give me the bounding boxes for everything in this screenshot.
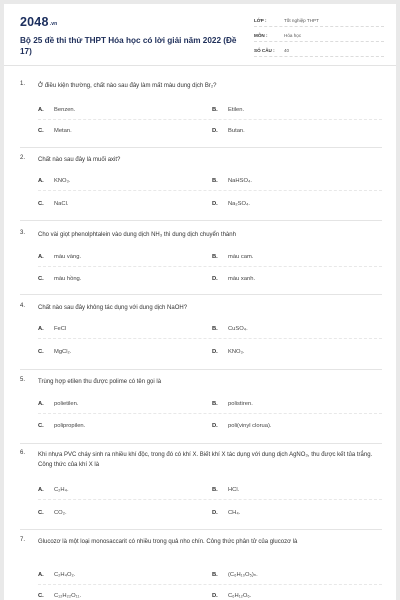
question-divider [20,147,382,148]
option-letter: A. [38,254,44,260]
question-divider [20,529,382,530]
site-logo[interactable] [20,15,57,29]
logo-suffix: .vn [49,21,58,27]
meta-value: 40 [284,48,290,53]
option-letter: D. [212,593,218,599]
option-text: CH₄. [228,510,241,516]
question-text: Cho vài giọt phenolphtalein vào dung dịch NH₃ thì dung dịch chuyển thành [38,232,236,238]
question-number: 6. [20,450,26,456]
option-divider [38,119,382,120]
option-divider [38,413,382,414]
option-divider [38,266,382,267]
meta-key: LỚP : [254,18,267,23]
option-text: màu cam. [228,254,254,260]
option-letter: D. [212,276,218,282]
option-letter: C. [38,349,44,355]
option-letter: A. [38,107,44,113]
option-letter: B. [212,572,218,578]
meta-key: SỐ CÂU : [254,48,275,53]
question-number: 4. [20,303,26,309]
option-text: (C₆H₁₀O₅)ₙ. [228,572,258,578]
option-text: Benzen. [54,107,76,113]
option-divider [38,584,382,585]
option-text: poli(vinyl clorua). [228,423,272,429]
option-text: Butan. [228,128,245,134]
question-text: Ở điều kiện thường, chất nào sau đây làm mất màu dung dịch Br₂? [38,83,217,89]
option-text: C₂H₄O₂. [54,572,76,578]
question-divider [20,369,382,370]
meta-key: MÔN : [254,33,268,38]
option-text: C₆H₁₂O₆. [228,593,252,599]
logo-main: 2048 [20,15,49,29]
option-letter: C. [38,201,44,207]
option-text: polipropilen. [54,423,86,429]
option-letter: A. [38,487,44,493]
question-divider [20,220,382,221]
question-text: Glucozơ là một loại monosaccarit có nhiều trong quả nho chín. Công thức phân tử của glucozơ là [38,539,298,545]
option-text: C₁₂H₂₂O₁₁. [54,593,82,599]
option-text: Na₂SO₄. [228,201,251,207]
question-number: 5. [20,377,26,383]
question-text: Chất nào sau đây là muối axit? [38,157,121,163]
question-text: Chất nào sau đây không tác dụng với dung dịch NaOH? [38,305,188,311]
option-text: CuSO₄. [228,326,248,332]
option-divider [38,338,382,339]
question-text: Khi nhựa PVC cháy sinh ra nhiều khí độc, trong đó có khí X. Biết khí X tác dụng với dung dịch AgNO₃, thu được kết tủa trắng. Công thức của khí X là [38,452,373,468]
option-letter: C. [38,510,44,516]
option-text: C₂H₄. [54,487,69,493]
option-text: màu vàng. [54,254,82,260]
document-title: Bộ 25 đề thi thử THPT Hóa học có lời giải năm 2022 (Đề 17) [20,36,237,56]
question-text: Trùng hợp etilen thu được polime có tên gọi là [38,379,162,385]
meta-value: Hóa học [284,33,302,38]
option-letter: C. [38,276,44,282]
meta-class [254,15,384,27]
option-divider [38,499,382,500]
option-letter: B. [212,487,218,493]
option-text: NaCl. [54,201,69,207]
option-text: Metan. [54,128,72,134]
option-letter: B. [212,178,218,184]
option-text: màu hồng. [54,276,82,282]
document-page [4,4,396,600]
option-letter: B. [212,107,218,113]
option-letter: A. [38,401,44,407]
question-divider [20,294,382,295]
option-text: FeCl [54,326,67,332]
option-text: KNO₃. [54,178,71,184]
option-letter: B. [212,326,218,332]
question-number: 3. [20,230,26,236]
option-letter: C. [38,128,44,134]
option-letter: A. [38,572,44,578]
option-text: KNO₃. [228,349,245,355]
option-letter: D. [212,349,218,355]
question-number: 2. [20,155,26,161]
option-text: Etilen. [228,107,245,113]
option-text: polietilen. [54,401,79,407]
option-letter: A. [38,178,44,184]
option-text: NaHSO₄. [228,178,252,184]
meta-value: Tốt nghiệp THPT [284,18,319,23]
option-text: MgCl₂. [54,349,72,355]
option-divider [38,190,382,191]
meta-count [254,45,384,57]
document-header [4,4,396,66]
option-letter: B. [212,401,218,407]
option-text: HCl. [228,487,240,493]
question-number: 1. [20,81,26,87]
option-letter: D. [212,510,218,516]
meta-subject [254,30,384,42]
option-text: màu xanh. [228,276,256,282]
question-divider [20,443,382,444]
option-letter: C. [38,423,44,429]
question-number: 7. [20,537,26,543]
option-letter: C. [38,593,44,599]
option-text: polistiren. [228,401,253,407]
option-letter: D. [212,201,218,207]
option-text: CO₂. [54,510,67,516]
option-letter: D. [212,128,218,134]
option-letter: D. [212,423,218,429]
option-letter: A. [38,326,44,332]
option-letter: B. [212,254,218,260]
